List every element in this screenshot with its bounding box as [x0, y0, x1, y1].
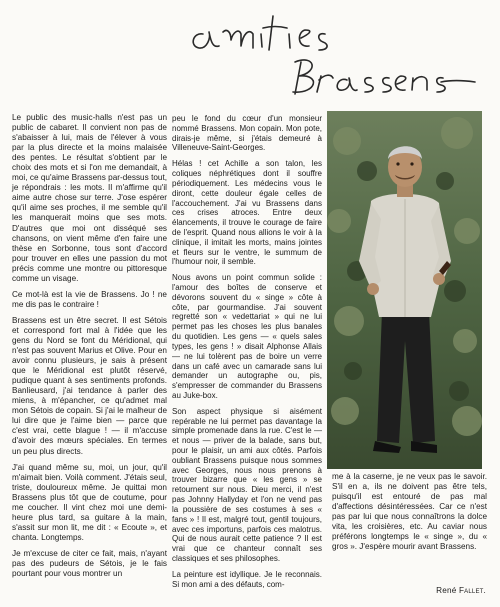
paragraph: Son aspect physique si aisément repérable ne lui permet pas davantage la simple promenade dans la rue. C'est le — et nous — priver de la balade, sans but, pour le plaisir, un ami aux côtés. Parfois oubliant Brassens puisque nous sommes avec Georges, nous nous prenons à trouver bizarre que « les gens » se retournent sur nous. Dieu merci, il n'est pas Johnny Hallyday et l'on ne vend pas la poussière de ses costumes à ses « fans » ! Il est, malgré tout, gentil toujours, avec ces importuns, parfois ces malotrus. Qui de nous aurait cette patience ? Il est vrai que ce chanteur connaît ses classiques et ses philosophes. — [172, 406, 322, 563]
portrait-photo-drawing — [327, 111, 482, 469]
paragraph: Ce mot-là est la vie de Brassens. Jo ! ne me dis pas le contraire ! — [12, 289, 167, 309]
author-byline — [436, 586, 486, 595]
paragraph: Le public des music-halls n'est pas un public de cabaret. Il convient non pas de s'abaisser à lui, mais de l'élever à vous par la plus directe et la moins malaisée des pentes. Le résultat s'obtient par le choix des mots et si l'on me demandait, à moi, ce qu'aime Brassens par-dessus tout, je répondrais : les mots. Il m'affirme qu'il aime autre chose sur terre. J'ose espérer qu'il aime ses proches, il me semble qu'il les manquerait moins que ses mots. D'autres que moi ont disséqué ses chansons, on vient même d'en faire une thèse en Sorbonne, tous sont d'accord pour trouver en elles une passion du mot précis comme une montre ou pittoresque comme un visage. — [12, 113, 167, 283]
author-first-name: René — [436, 586, 457, 595]
article-column-1 — [12, 113, 167, 585]
paragraph: Nous avons un point commun solide : l'amour des boîtes de conserve et dévorons souvent du « singe » côte à côte, par gourmandise. J'ai souvent regretté son « vedettariat » qui ne lui permet pas les choses les plus banales du quotidien. Les gens — « quels sales types, les gens ! » disait Alphonse Allais — ne lui tolèrent pas de boire un verre dans un café avec un camarade sans lui demander un autographe ou, pis, s'empresser de commander du Brassens au Juke-box. — [172, 273, 322, 400]
article-column-3 — [332, 472, 487, 558]
paragraph: me à la caserne, je ne veux pas le savoir. S'il en a, ils ne doivent pas être tels, puisqu'il est entouré de pas mal d'affections désintéressées. Car ce n'est pas par lui que nous connaîtrons la dolce vita, les croisières, etc. Au caviar nous préférons longtemps le « singe », du « gros ». J'espère mourir avant Brassens. — [332, 472, 487, 552]
paragraph: J'ai quand même su, moi, un jour, qu'il m'aimait bien. Voilà comment. J'étais seul, triste, douloureux même. Je quittai mon Brassens plus tôt que de coutume, pour me coucher. Il vint chez moi une demi-heure plus tard, sa guitare à la main, s'assit sur mon lit, me dit : « Ecoute », et chanta. Longtemps. — [12, 462, 167, 542]
article-column-2 — [172, 114, 322, 595]
portrait-photo — [327, 111, 482, 469]
paragraph: Je m'excuse de citer ce fait, mais, n'ayant pas des pudeurs de Sétois, je le fais pourtant pour vous montrer un — [12, 548, 167, 579]
author-last-name: Fallet. — [458, 586, 486, 595]
paragraph: peu le fond du cœur d'un monsieur nommé Brassens. Mon copain. Mon pote, dirais-je même, si j'étais demeuré à Villeneuve-Saint-Georges. — [172, 114, 322, 153]
paragraph: La peinture est idyllique. Je le reconnais. Si mon ami a des défauts, com- — [172, 569, 322, 589]
paragraph: Brassens est un être secret. Il est Sétois et correspond fort mal à l'idée que les gens du Nord se font du Méridional, qui n'est pas souvent Marius et Olive. Pour en avoir connu plusieurs, je sais à présent que le Méridional est plutôt réservé, pudique quant à ses sentiments profonds. Banlieusard, j'ai tendance à parler des miens, à m'épancher, ce qu'admet mal mon Sétois de copain. Si j'ai le malheur de lui dire que je l'aime bien — parce que c'est vrai, cette blague ! — il m'accuse d'avoir des mœurs spéciales. En termes un peu plus directs. — [12, 315, 167, 456]
paragraph: Hélas ! cet Achille a son talon, les coliques néphrétiques dont il souffre périodiquement. Les médecins vous le diront, cette douleur égale celles de l'accouchement. J'ai vu Brassens dans ces crises atroces. Entre deux élancements, il trouve le courage de faire de l'esprit. Quand nous allions le voir à la clinique, il imitait les morts, mains jointes et fleurs sur le ventre, le summum de l'humour noir, il semble. — [172, 159, 322, 267]
handwritten-signature — [183, 2, 483, 100]
